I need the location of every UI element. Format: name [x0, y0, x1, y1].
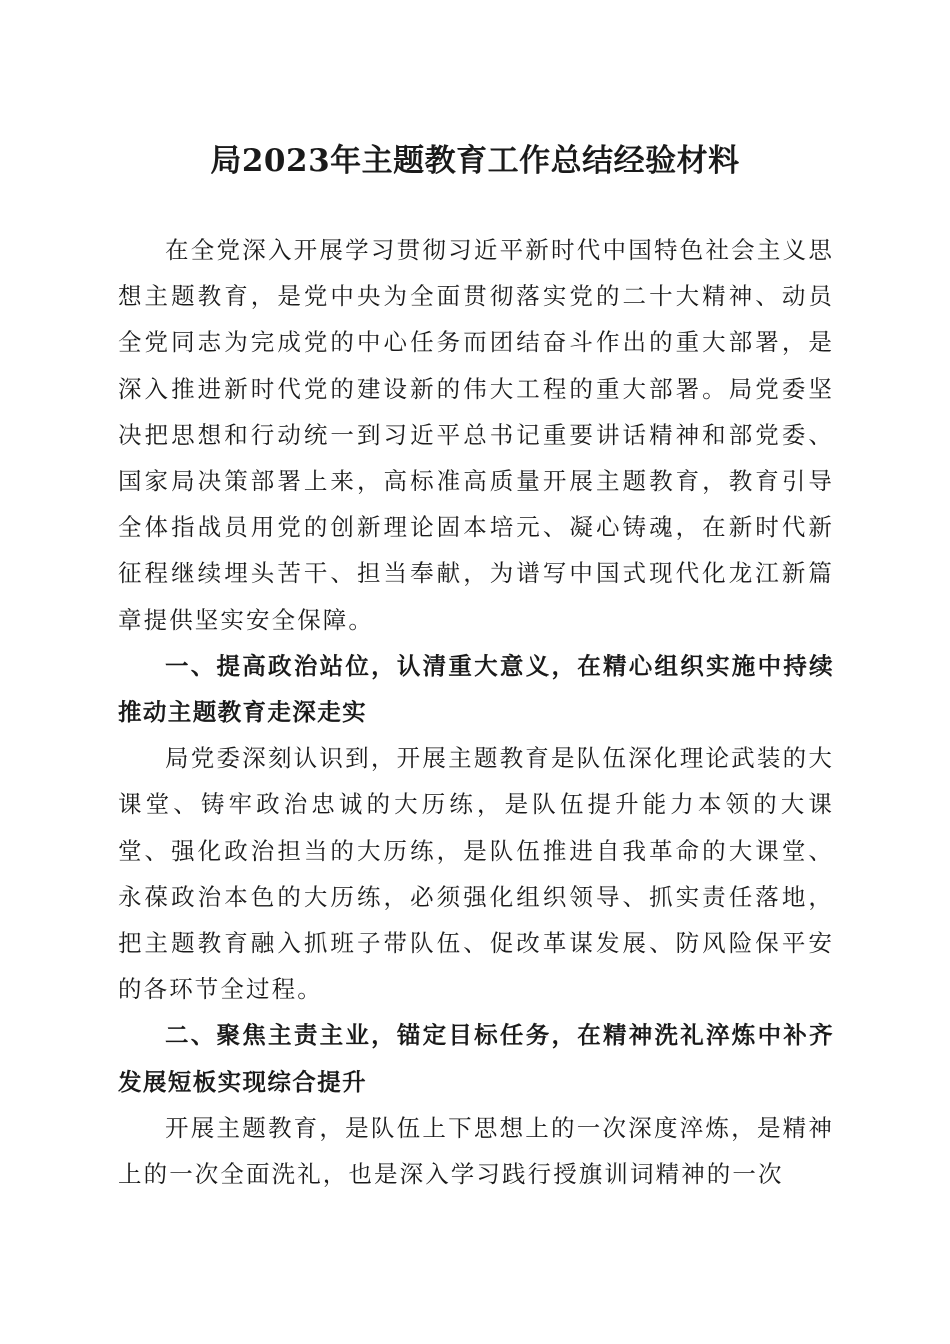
section-2-paragraph: 开展主题教育，是队伍上下思想上的一次深度淬炼，是精神上的一次全面洗礼，也是深入学习践行授旗训词精神的一次: [118, 1113, 834, 1189]
section-1-paragraph: 局党委深刻认识到，开展主题教育是队伍深化理论武装的大课堂、铸牢政治忠诚的大历练，是队伍提升能力本领的大课堂、强化政治担当的大历练，是队伍推进自我革命的大课堂、永葆政治本色的大历练，必须强化组织领导、抓实责任落地，把主题教育融入抓班子带队伍、促改革谋发展、防风险保平安的各环节全过程。: [118, 744, 834, 1004]
section-2-heading: 二、聚焦主责主业，锚定目标任务，在精神洗礼淬炼中补齐发展短板实现综合提升: [118, 1021, 834, 1096]
document-body: [118, 227, 834, 1197]
document-title: 局2023年主题教育工作总结经验材料: [210, 143, 740, 179]
intro-paragraph: 在全党深入开展学习贯彻习近平新时代中国特色社会主义思想主题教育，是党中央为全面贯彻落实党的二十大精神、动员全党同志为完成党的中心任务而团结奋斗作出的重大部署，是深入推进新时代党的建设新的伟大工程的重大部署。局党委坚决把思想和行动统一到习近平总书记重要讲话精神和部党委、国家局决策部署上来，高标准高质量开展主题教育，教育引导全体指战员用党的创新理论固本培元、凝心铸魂，在新时代新征程继续埋头苦干、担当奉献，为谱写中国式现代化龙江新篇章提供坚实安全保障。: [118, 236, 834, 634]
section-1-heading: 一、提高政治站位，认清重大意义，在精心组织实施中持续推动主题教育走深走实: [118, 651, 834, 727]
